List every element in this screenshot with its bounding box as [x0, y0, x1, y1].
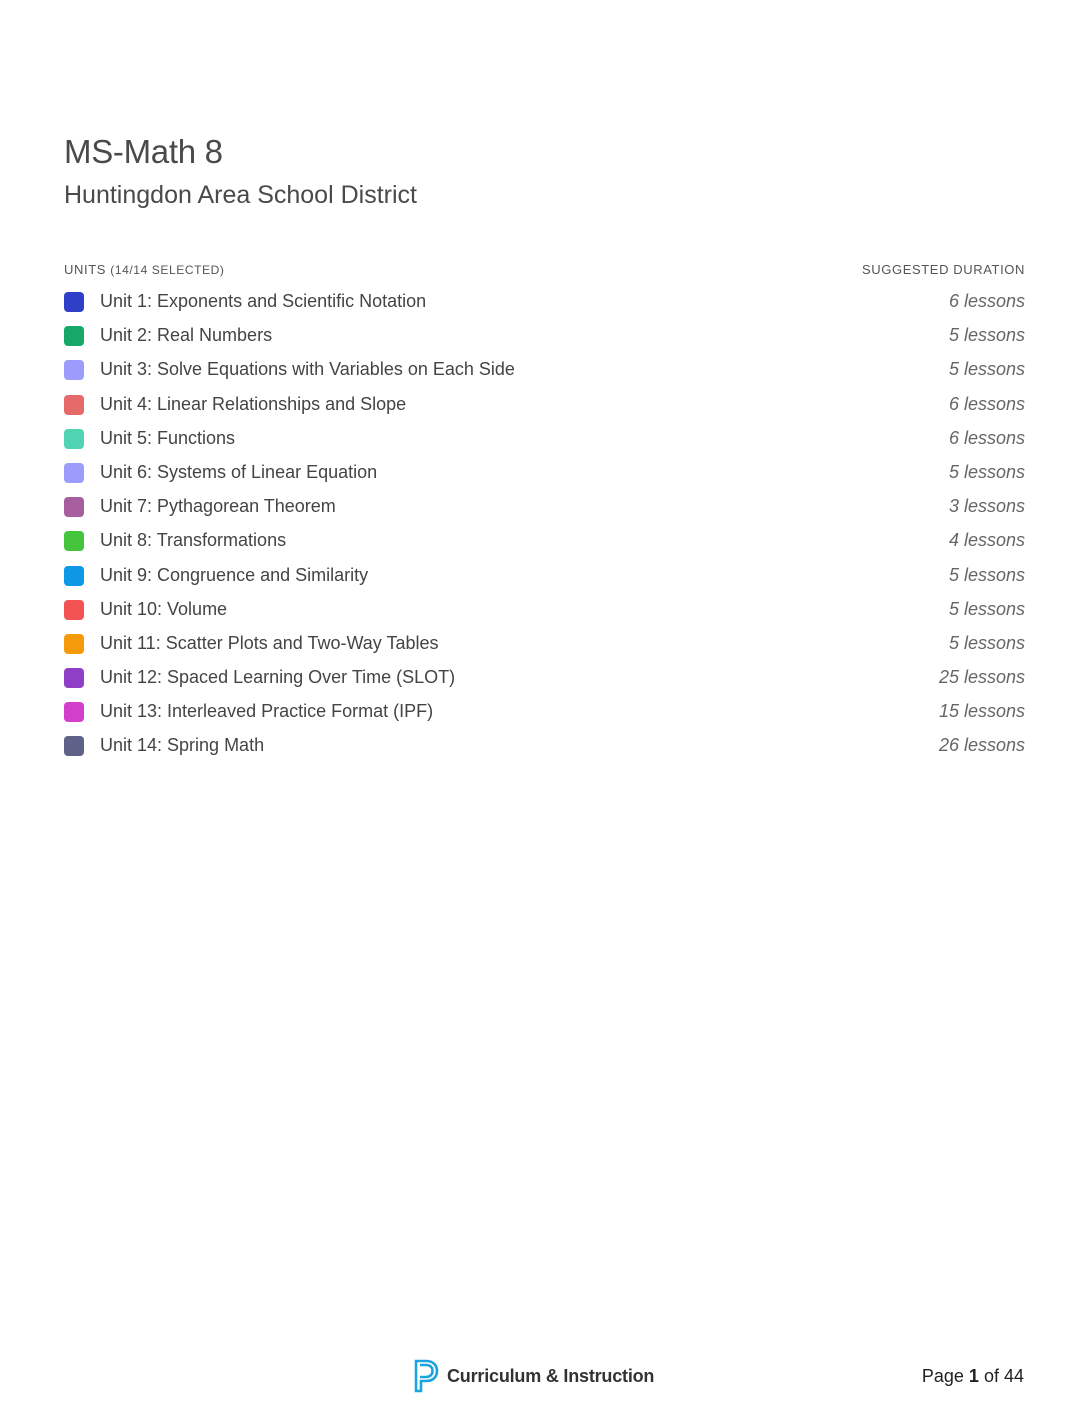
unit-duration: 5 lessons: [948, 325, 1025, 346]
page-of: of: [983, 1366, 999, 1386]
unit-duration: 4 lessons: [948, 530, 1025, 551]
unit-name: Unit 14: Spring Math: [100, 735, 265, 756]
document-title: MS-Math 8: [64, 133, 223, 170]
unit-duration: 5 lessons: [948, 632, 1025, 653]
unit-color-swatch: [64, 634, 84, 654]
unit-color-swatch: [64, 668, 84, 688]
unit-duration: 6 lessons: [948, 427, 1025, 448]
unit-row: [64, 318, 1025, 352]
unit-duration: 6 lessons: [948, 291, 1025, 311]
unit-row: [64, 626, 1025, 660]
unit-name: Unit 3: Solve Equations with Variables on Each Side: [100, 359, 515, 380]
units-list-header: [64, 262, 1025, 278]
unit-duration: 15 lessons: [938, 701, 1025, 722]
unit-duration: 5 lessons: [948, 598, 1025, 619]
unit-row: [64, 558, 1025, 592]
unit-color-swatch: [64, 566, 84, 586]
unit-duration: 26 lessons: [938, 735, 1025, 756]
page-word: Page: [921, 1366, 964, 1386]
footer-brand-logo: [413, 1358, 654, 1394]
unit-name: Unit 13: Interleaved Practice Format (IPF): [100, 701, 434, 722]
unit-row: [64, 489, 1025, 523]
unit-name: Unit 8: Transformations: [100, 530, 287, 551]
district-name: Huntingdon Area School District: [64, 181, 417, 209]
units-label: UNITS: [64, 262, 106, 277]
duration-column-header: SUGGESTED DURATION: [862, 262, 1025, 277]
unit-duration: 5 lessons: [948, 564, 1025, 585]
unit-duration: 6 lessons: [948, 393, 1025, 414]
unit-row: [64, 421, 1025, 455]
footer-brand-text: Curriculum & Instruction: [447, 1365, 655, 1386]
unit-row: [64, 455, 1025, 489]
unit-row: [64, 592, 1025, 626]
unit-name: Unit 6: Systems of Linear Equation: [100, 461, 378, 482]
unit-row: [64, 694, 1025, 728]
unit-duration: 25 lessons: [938, 667, 1025, 688]
unit-name: Unit 5: Functions: [100, 427, 236, 448]
unit-row: [64, 523, 1025, 557]
pearson-p-icon: [413, 1359, 439, 1393]
page-number: [922, 1366, 1024, 1387]
units-selected-count: (14/14 SELECTED): [110, 263, 225, 277]
units-list: [64, 284, 1025, 763]
unit-row: [64, 387, 1025, 421]
unit-color-swatch: [64, 292, 84, 312]
unit-name: Unit 9: Congruence and Similarity: [100, 564, 369, 585]
unit-name: Unit 2: Real Numbers: [100, 325, 273, 346]
unit-row: [64, 352, 1025, 386]
unit-row: [64, 660, 1025, 694]
page-current: 1: [968, 1366, 979, 1386]
unit-color-swatch: [64, 600, 84, 620]
units-column-header: [64, 262, 225, 277]
unit-name: Unit 7: Pythagorean Theorem: [100, 496, 336, 517]
unit-name: Unit 12: Spaced Learning Over Time (SLOT): [100, 667, 456, 688]
unit-row: [64, 284, 1025, 318]
unit-duration: 5 lessons: [948, 359, 1025, 380]
unit-color-swatch: [64, 395, 84, 415]
unit-name: Unit 11: Scatter Plots and Two-Way Tables: [100, 632, 439, 653]
unit-color-swatch: [64, 497, 84, 517]
unit-color-swatch: [64, 531, 84, 551]
unit-duration: 5 lessons: [948, 461, 1025, 482]
unit-color-swatch: [64, 429, 84, 449]
unit-row: [64, 728, 1025, 762]
unit-color-swatch: [64, 702, 84, 722]
unit-name: Unit 4: Linear Relationships and Slope: [100, 393, 407, 414]
page-total: 44: [1003, 1366, 1024, 1386]
unit-duration: 3 lessons: [948, 496, 1025, 517]
unit-color-swatch: [64, 326, 84, 346]
unit-color-swatch: [64, 360, 84, 380]
unit-color-swatch: [64, 463, 84, 483]
unit-name: Unit 1: Exponents and Scientific Notation: [100, 291, 427, 311]
unit-color-swatch: [64, 736, 84, 756]
unit-name: Unit 10: Volume: [100, 598, 228, 619]
